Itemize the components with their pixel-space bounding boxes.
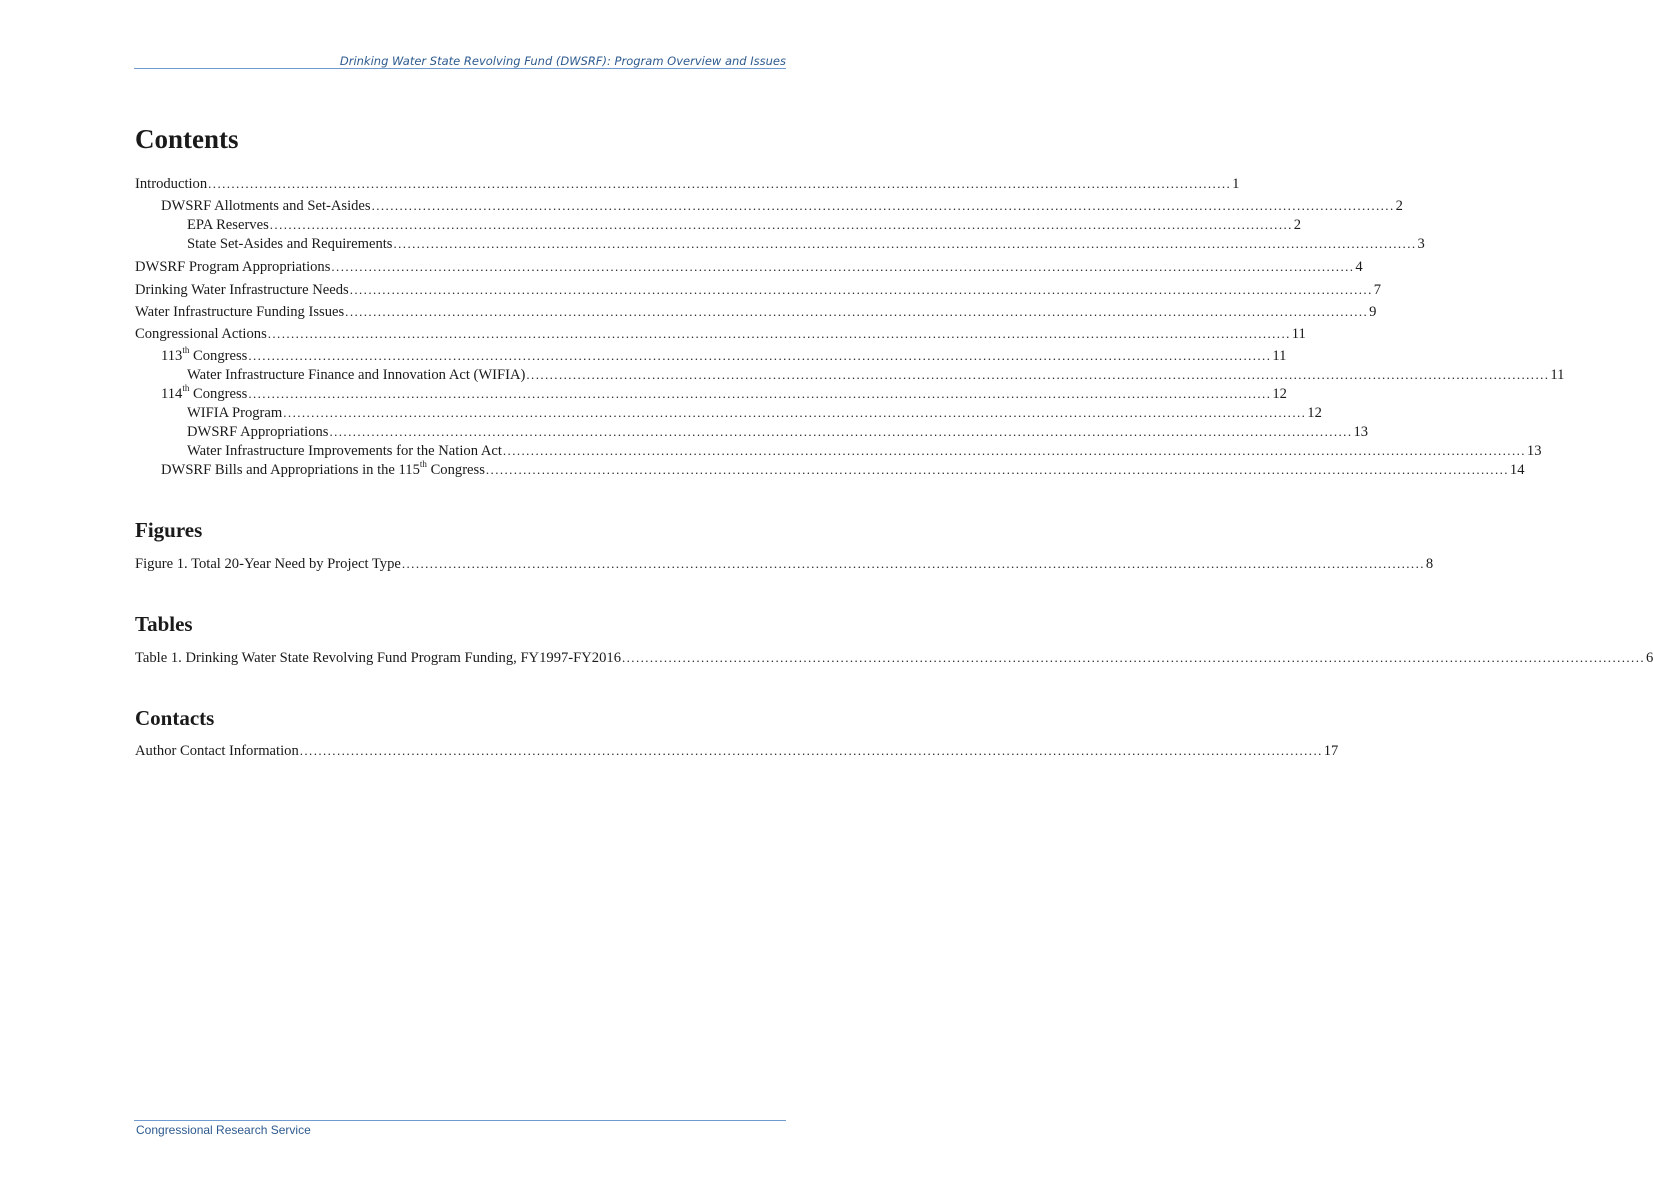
contents-heading: Contents bbox=[135, 124, 239, 154]
toc-entry-page: 8 bbox=[1425, 556, 1434, 572]
toc-entry-label: Table 1. Drinking Water State Revolving Fund Program Funding, FY1997-FY2016 bbox=[135, 650, 621, 666]
ordinal-superscript: th bbox=[182, 345, 190, 356]
toc-entry-page: 11 bbox=[1291, 326, 1306, 342]
dot-leader: ............................................................................................................................................................................................................................ bbox=[267, 326, 1291, 341]
toc-entry[interactable] bbox=[187, 216, 1302, 234]
footer-org: Congressional Research Service bbox=[136, 1123, 311, 1137]
toc-entry[interactable] bbox=[161, 345, 1287, 365]
toc-entry-page: 4 bbox=[1355, 259, 1363, 275]
toc-entry[interactable] bbox=[135, 555, 1434, 573]
toc-entry[interactable] bbox=[187, 442, 1542, 460]
toc-entry[interactable] bbox=[187, 423, 1369, 441]
toc-entry-label: EPA Reserves bbox=[187, 217, 269, 233]
toc-entry-label: 114th Congress bbox=[161, 383, 248, 402]
toc-entry-page: 13 bbox=[1353, 424, 1369, 440]
toc-entry-page: 11 bbox=[1272, 348, 1287, 364]
dot-leader: ............................................................................................................................................................................................................................ bbox=[526, 367, 1550, 382]
toc-entry-page: 2 bbox=[1293, 217, 1302, 233]
running-header-title: Drinking Water State Revolving Fund (DWSRF): Program Overview and Issues bbox=[339, 54, 786, 68]
toc-entry-label: Water Infrastructure Finance and Innovation Act (WIFIA) bbox=[187, 367, 526, 383]
dot-leader: ............................................................................................................................................................................................................................ bbox=[248, 348, 1272, 363]
dot-leader: ............................................................................................................................................................................................................................ bbox=[283, 405, 1307, 420]
dot-leader: ............................................................................................................................................................................................................................ bbox=[269, 217, 1293, 232]
toc-entry[interactable] bbox=[187, 404, 1322, 422]
toc-entry[interactable] bbox=[135, 325, 1306, 343]
dot-leader: ............................................................................................................................................................................................................................ bbox=[329, 424, 1353, 439]
toc-entry[interactable] bbox=[187, 235, 1425, 253]
dot-leader: ............................................................................................................................................................................................................................ bbox=[349, 282, 1373, 297]
toc-entry-label: DWSRF Allotments and Set-Asides bbox=[161, 198, 371, 214]
toc-entry[interactable] bbox=[161, 383, 1287, 403]
toc-entry-page: 7 bbox=[1373, 282, 1382, 298]
dot-leader: ............................................................................................................................................................................................................................ bbox=[208, 176, 1232, 191]
toc-entry-page: 11 bbox=[1550, 367, 1565, 383]
toc-entry-label: Congressional Actions bbox=[135, 326, 267, 342]
toc-entry-label: Author Contact Information bbox=[135, 743, 299, 759]
toc-entry[interactable] bbox=[135, 742, 1339, 760]
toc-entry-page: 12 bbox=[1272, 386, 1287, 402]
toc-entry-label: Drinking Water Infrastructure Needs bbox=[135, 282, 349, 298]
contacts-heading: Contacts bbox=[135, 706, 215, 730]
toc-entry-page: 3 bbox=[1417, 236, 1425, 252]
toc-entry-label: Water Infrastructure Funding Issues bbox=[135, 304, 345, 320]
toc-entry-page: 2 bbox=[1395, 198, 1403, 214]
toc-entry[interactable] bbox=[135, 303, 1377, 321]
toc-entry[interactable] bbox=[135, 175, 1240, 193]
dot-leader: ............................................................................................................................................................................................................................ bbox=[401, 556, 1425, 571]
dot-leader: ............................................................................................................................................................................................................................ bbox=[485, 462, 1509, 477]
dot-leader: ............................................................................................................................................................................................................................ bbox=[248, 386, 1272, 401]
toc-entry-label: WIFIA Program bbox=[187, 405, 283, 421]
toc-entry-page: 1 bbox=[1232, 176, 1240, 192]
ordinal-superscript: th bbox=[419, 459, 427, 470]
dot-leader: ............................................................................................................................................................................................................................ bbox=[393, 236, 1417, 251]
toc-entry-page: 14 bbox=[1509, 462, 1525, 478]
toc-entry-label: Water Infrastructure Improvements for the Nation Act bbox=[187, 443, 502, 459]
toc-entry-label: 113th Congress bbox=[161, 345, 248, 364]
dot-leader: ............................................................................................................................................................................................................................ bbox=[331, 259, 1355, 274]
footer-rule bbox=[134, 1120, 786, 1121]
toc-entry-label: Figure 1. Total 20-Year Need by Project Type bbox=[135, 556, 401, 572]
header-rule bbox=[134, 68, 786, 69]
toc-entry-label: State Set-Asides and Requirements bbox=[187, 236, 393, 252]
toc-entry[interactable] bbox=[161, 459, 1525, 479]
toc-entry-label: DWSRF Program Appropriations bbox=[135, 259, 331, 275]
toc-entry[interactable] bbox=[161, 197, 1403, 215]
toc-entry-page: 12 bbox=[1307, 405, 1322, 421]
toc-entry-page: 13 bbox=[1526, 443, 1542, 459]
ordinal-superscript: th bbox=[182, 383, 190, 394]
toc-entry-page: 6 bbox=[1646, 650, 1653, 666]
dot-leader: ............................................................................................................................................................................................................................ bbox=[502, 443, 1526, 458]
toc-entry-label: Introduction bbox=[135, 176, 208, 192]
toc-entry[interactable] bbox=[187, 366, 1565, 384]
toc-entry[interactable] bbox=[135, 258, 1363, 276]
dot-leader: ............................................................................................................................................................................................................................ bbox=[299, 743, 1323, 758]
toc-entry[interactable] bbox=[135, 281, 1382, 299]
toc-entry-page: 9 bbox=[1369, 304, 1377, 320]
tables-heading: Tables bbox=[135, 612, 193, 636]
toc-entry-label: DWSRF Appropriations bbox=[187, 424, 329, 440]
dot-leader: ............................................................................................................................................................................................................................ bbox=[622, 650, 1645, 665]
toc-entry[interactable] bbox=[135, 649, 1653, 667]
dot-leader: ............................................................................................................................................................................................................................ bbox=[371, 198, 1395, 213]
dot-leader: ............................................................................................................................................................................................................................ bbox=[345, 304, 1369, 319]
toc-entry-page: 17 bbox=[1323, 743, 1339, 759]
figures-heading: Figures bbox=[135, 518, 203, 542]
toc-entry-label: DWSRF Bills and Appropriations in the 115th Congress bbox=[161, 459, 485, 478]
